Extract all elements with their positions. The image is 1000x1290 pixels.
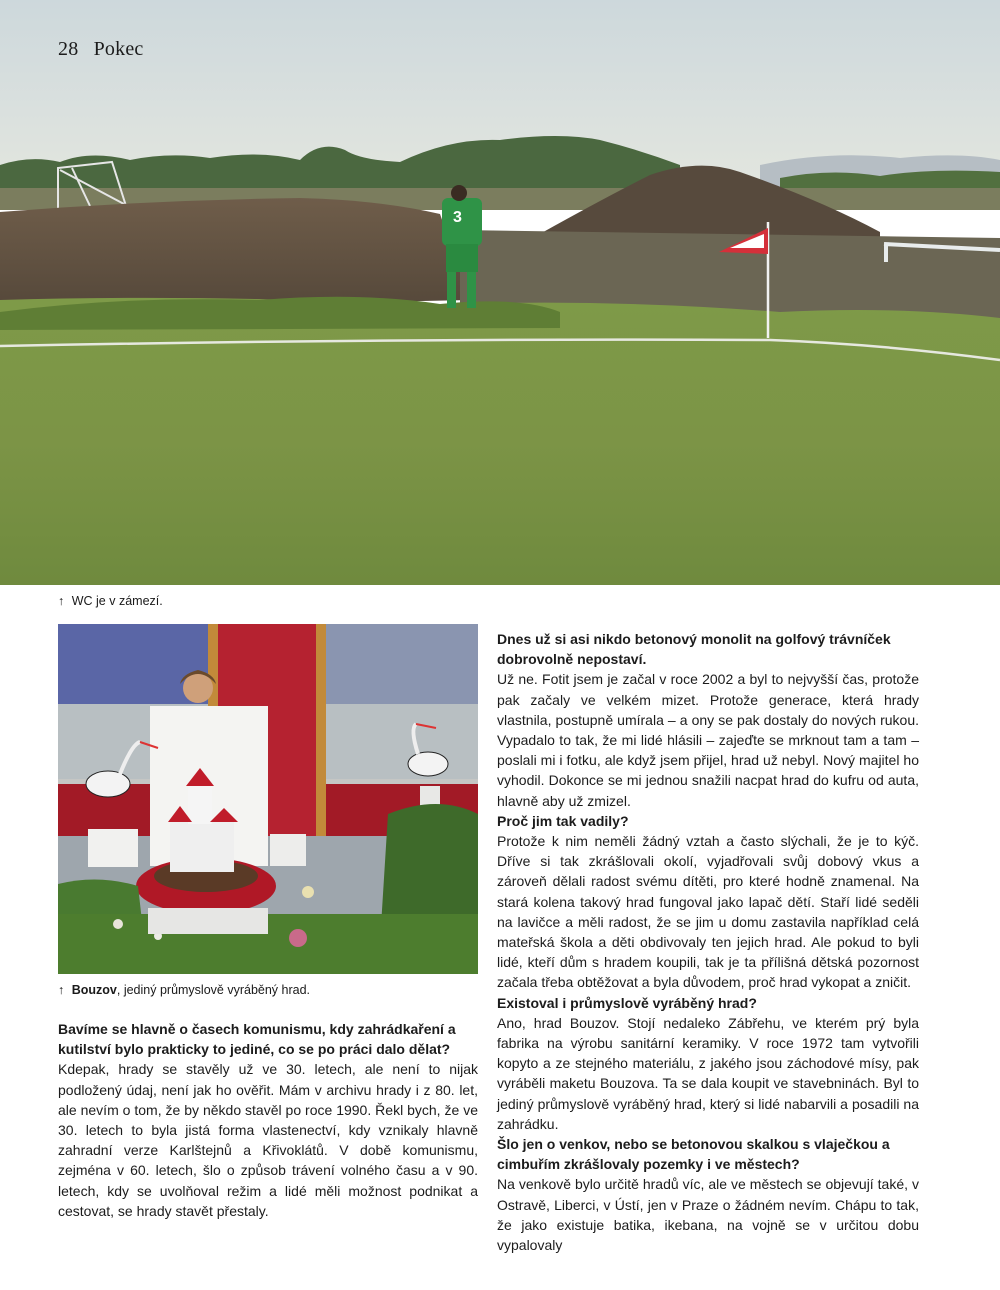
section-title: Pokec <box>93 38 144 60</box>
castle-photo <box>58 624 478 974</box>
interview-answer: Ano, hrad Bouzov. Stojí nedaleko Zábřehu, ve kterém prý byla fabrika na výrobu sanitární keramiky. V roce 1972 tam vytvořili kopyto a ze stejného materiálu, z jakého jsou záchodové mísy, pak vyráběli maketu Bouzova. Ta se dala koupit ve stavebninách. Byl to jediný průmyslově vyráběný hrad, který si lidé nabarvili a posadili na zahrádku. <box>497 1014 919 1132</box>
svg-text:3: 3 <box>453 209 462 226</box>
hero-caption-text: WC je v zámezí. <box>71 594 163 608</box>
football-field-illustration <box>0 0 1000 585</box>
page-header <box>58 38 144 61</box>
castle-caption-text: , jediný průmyslově vyráběný hrad. <box>116 983 311 997</box>
interview-question: Proč jim tak vadily? <box>497 812 629 829</box>
interview-answer: Protože k nim neměli žádný vztah a často slýchali, že je to kýč. Dříve si tak zkrášlovali okolí, vyjadřovali svůj dobový vkus a zároveň dělali radost svému dítěti, pro které hodně znamenal. Na stará kolena takový hrad fungoval jako lapač dětí. Staří lidé seděli na lavičce a měli radost, že se jim u domu zastavila například celá mateřská škola a děti obdivovaly ten jejich hrad. Ale pokud to byli lidé, kteří dům s hradem koupili, tak je ta přílišná dětská pozornost začala třeba obtěžovat a byla důvodem, proč hrad vykopat a zničit. <box>497 833 919 991</box>
interview-question: Bavíme se hlavně o časech komunismu, kdy zahrádkaření a kutilství bylo prakticky to jediné, co se po práci dalo dělat? <box>58 1021 456 1058</box>
left-column <box>58 1019 478 1221</box>
interview-answer: Už ne. Fotit jsem je začal v roce 2002 a byl to nejvyšší čas, protože pak začaly ve velkém mizet. Protože generace, která hrady vlastnila, postupně umírala – a ony se pak dostaly do nových rukou. Vypadalo to tak, že mi lidé hlásili – zajeďte se mrknout tam a tam – poslali mi i fotku, ale když jsem přijel, hrad už nebyl. Nový majitel ho vyhodil. Dokonce se mi jednou snažili nacpat hrad do kufru od auta, hlavně aby už zmizel. <box>497 671 919 809</box>
interview-answer: Na venkově bylo určitě hradů víc, ale ve městech se objevují také, v Ostravě, Liberci, v Ústí, jen v Praze o žádném nevím. Chápu to tak, že jako existuje batika, ikebana, na vojně se v určitou dobu vypalovaly <box>497 1176 919 1254</box>
castle-caption-name: Bouzov <box>71 983 117 997</box>
interview-question: Šlo jen o venkov, nebo se betonovou skalkou s vlaječkou a cimbuřím zkrášlovaly pozemky i ve městech? <box>497 1136 890 1173</box>
interview-question: Dnes už si asi nikdo betonový monolit na golfový trávníček dobrovolně nepostaví. <box>497 631 891 668</box>
interview-question: Existoval i průmyslově vyráběný hrad? <box>497 994 757 1011</box>
castle-model-illustration <box>58 624 478 974</box>
interview-answer: Kdepak, hrady se stavěly už ve 30. letech, ale není to nijak podložený údaj, není jak ho ověřit. Mám v archivu hrady i z 80. let, ale nevím o tom, že by někdo stavěl po roce 1990. Řekl bych, že ve 30. letech to byla jistá forma vlastenectví, kdy vznikaly hlavně zahradní verze Karlštejnů a Křivoklátů. V době komunismu, zejména v 60. letech, šlo o způsob trávení volného času a v 90. letech, kdy se uvolňoval režim a lidé měli možnost podnikat a cestovat, se hrady stavět přestaly. <box>58 1061 478 1219</box>
up-arrow-icon: ↑ <box>58 983 65 997</box>
up-arrow-icon: ↑ <box>58 594 65 608</box>
castle-caption <box>58 983 310 997</box>
right-column <box>497 629 919 1255</box>
hero-photo <box>0 0 1000 585</box>
page-number: 28 <box>58 38 79 60</box>
hero-caption <box>58 594 163 608</box>
